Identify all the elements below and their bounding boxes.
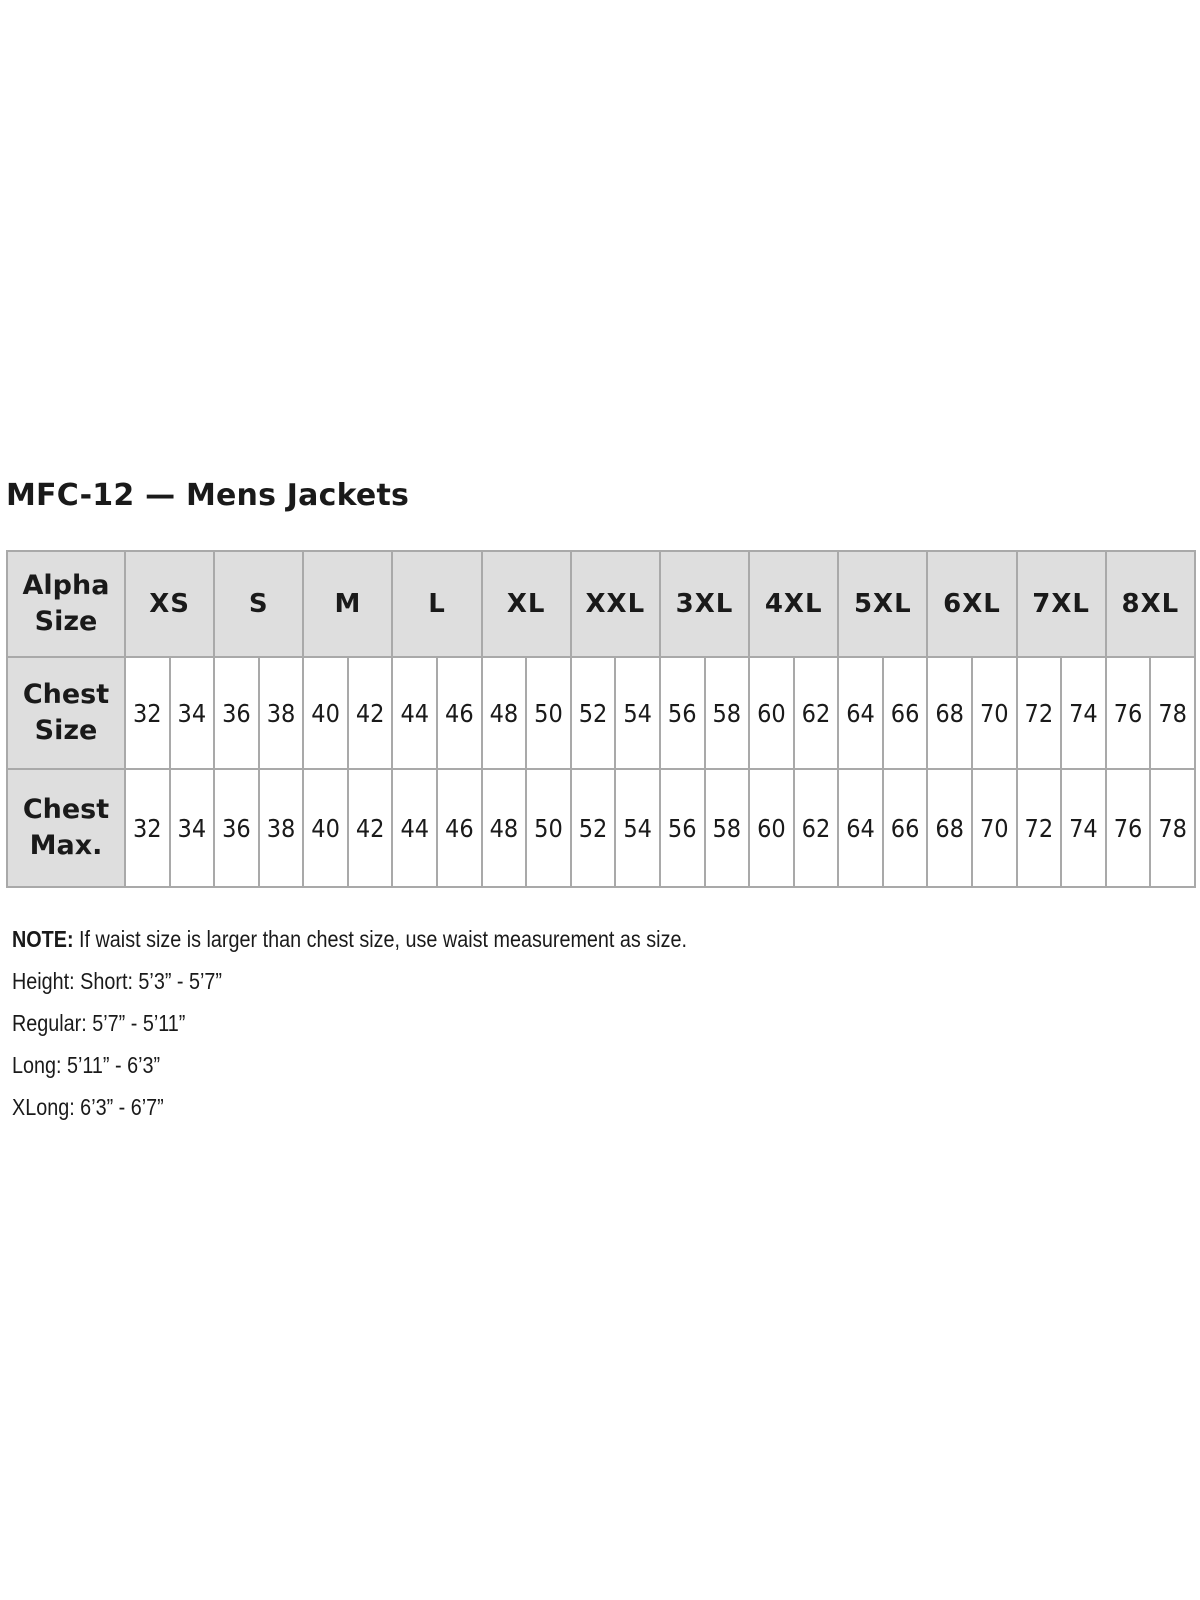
chest-size-cell: 42 [348, 657, 393, 769]
height-regular-note: Regular: 5’7” - 5’11” [12, 1010, 186, 1036]
chest-size-cell: 60 [749, 657, 794, 769]
chest-max-cell: 72 [1017, 769, 1062, 887]
alpha-size-cell: 6XL [927, 551, 1016, 657]
chest-max-cell: 42 [348, 769, 393, 887]
height-short-note: Height: Short: 5’3” - 5’7” [12, 968, 222, 994]
chest-size-cell: 44 [392, 657, 437, 769]
chest-max-cell: 66 [883, 769, 928, 887]
chest-max-label: Chest Max. [7, 769, 125, 887]
chest-size-cell: 78 [1150, 657, 1195, 769]
chest-max-cell: 56 [660, 769, 705, 887]
chest-max-cell: 52 [571, 769, 616, 887]
chest-size-cell: 34 [170, 657, 215, 769]
chest-max-cell: 54 [615, 769, 660, 887]
chest-size-cell: 62 [794, 657, 839, 769]
chest-max-cell: 68 [927, 769, 972, 887]
waist-note [12, 918, 687, 960]
note-label: NOTE: [12, 926, 74, 952]
chest-size-cell: 58 [705, 657, 750, 769]
alpha-size-row [7, 551, 1195, 657]
chest-size-cell: 38 [259, 657, 304, 769]
height-long-note: Long: 5’11” - 6’3” [12, 1052, 161, 1078]
note-text: If waist size is larger than chest size, use waist measurement as size. [73, 926, 687, 952]
alpha-size-cell: L [392, 551, 481, 657]
chest-size-cell: 46 [437, 657, 482, 769]
chest-size-cell: 36 [214, 657, 259, 769]
size-chart-table [6, 550, 1196, 888]
chest-max-cell: 76 [1106, 769, 1151, 887]
chest-max-cell: 36 [214, 769, 259, 887]
chest-size-cell: 64 [838, 657, 883, 769]
page-title: MFC-12 — Mens Jackets [6, 478, 410, 513]
alpha-size-cell: 5XL [838, 551, 927, 657]
alpha-size-cell: 4XL [749, 551, 838, 657]
chest-max-cell: 38 [259, 769, 304, 887]
chest-max-cell: 74 [1061, 769, 1106, 887]
chest-max-cell: 50 [526, 769, 571, 887]
chest-max-cell: 46 [437, 769, 482, 887]
chest-max-cell: 34 [170, 769, 215, 887]
chest-size-cell: 74 [1061, 657, 1106, 769]
chest-size-cell: 66 [883, 657, 928, 769]
chest-max-cell: 48 [482, 769, 527, 887]
chest-size-cell: 52 [571, 657, 616, 769]
chest-size-cell: 48 [482, 657, 527, 769]
chest-max-cell: 40 [303, 769, 348, 887]
size-notes [12, 918, 797, 1128]
chest-max-cell: 64 [838, 769, 883, 887]
chest-size-cell: 32 [125, 657, 170, 769]
chest-max-cell: 60 [749, 769, 794, 887]
chest-max-cell: 78 [1150, 769, 1195, 887]
chest-max-cell: 62 [794, 769, 839, 887]
chest-size-label: Chest Size [7, 657, 125, 769]
chest-size-cell: 68 [927, 657, 972, 769]
chest-size-cell: 76 [1106, 657, 1151, 769]
chest-size-cell: 56 [660, 657, 705, 769]
alpha-size-label: Alpha Size [7, 551, 125, 657]
alpha-size-cell: XL [482, 551, 571, 657]
chest-max-cell: 32 [125, 769, 170, 887]
alpha-size-cell: 7XL [1017, 551, 1106, 657]
chest-size-row [7, 657, 1195, 769]
chest-size-cell: 40 [303, 657, 348, 769]
chest-max-cell: 44 [392, 769, 437, 887]
chest-max-cell: 70 [972, 769, 1017, 887]
alpha-size-cell: S [214, 551, 303, 657]
chest-size-cell: 50 [526, 657, 571, 769]
alpha-size-cell: XXL [571, 551, 660, 657]
alpha-size-cell: XS [125, 551, 214, 657]
chest-size-cell: 54 [615, 657, 660, 769]
chest-size-cell: 72 [1017, 657, 1062, 769]
chest-max-cell: 58 [705, 769, 750, 887]
height-xlong-note: XLong: 6’3” - 6’7” [12, 1094, 164, 1120]
alpha-size-cell: 3XL [660, 551, 749, 657]
alpha-size-cell: 8XL [1106, 551, 1195, 657]
alpha-size-cell: M [303, 551, 392, 657]
chest-size-cell: 70 [972, 657, 1017, 769]
chest-max-row [7, 769, 1195, 887]
